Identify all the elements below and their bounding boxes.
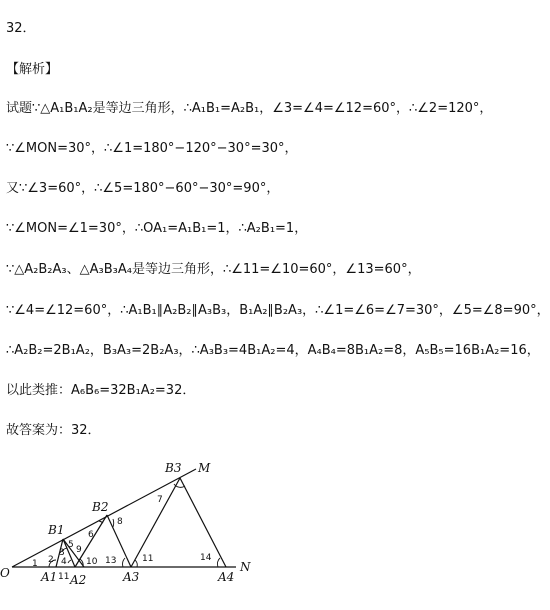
angle-label-6: 6: [88, 530, 94, 540]
angle-label-14: 14: [200, 553, 212, 563]
angle-label-2: 2: [48, 555, 54, 565]
angle-label-13: 13: [105, 556, 117, 566]
label-O: O: [0, 566, 10, 580]
label-B2: B2: [92, 500, 109, 514]
label-N: N: [240, 560, 251, 574]
label-B1: B1: [48, 523, 65, 537]
solution-line-9: 故答案为：32．: [6, 423, 101, 438]
angle-label-10: 10: [86, 557, 98, 567]
angle-label-4: 4: [61, 557, 67, 567]
solution-line-7: ∴A₂B₂=2B₁A₂，B₃A₃=2B₂A₃，∴A₃B₃=4B₁A₂=4，A₄B₄=8B₁A₂=8，A₅B₅=16B₁A₂=16，: [6, 343, 540, 358]
ray-OM: [12, 469, 196, 567]
angle-label-11b: 11: [142, 554, 154, 564]
angle-label-8: 8: [117, 517, 123, 527]
solution-line-2: ∵∠MON=30°，∴∠1=180°−120°−30°=30°，: [6, 141, 298, 156]
angle-label-9: 9: [76, 545, 82, 555]
angle-label-1: 1: [32, 559, 38, 569]
angle-label-11a: 11: [58, 572, 70, 582]
label-A4: A4: [218, 570, 235, 584]
label-A2: A2: [70, 573, 87, 587]
angle-label-5: 5: [68, 540, 74, 550]
segment-A3B3: [131, 478, 180, 567]
solution-line-6: ∵∠4=∠12=60°，∴A₁B₁∥A₂B₂∥A₃B₃，B₁A₂∥B₂A₃，∴∠1=∠6=∠7=30°，∠5=∠8=90°，: [6, 303, 550, 318]
label-A3: A3: [123, 570, 140, 584]
label-B3: B3: [165, 461, 182, 475]
solution-line-3: 又∵∠3=60°，∴∠5=180°−60°−30°=90°，: [6, 181, 280, 196]
answer-line: 32．: [6, 21, 36, 36]
solution-line-1: 试题∵△A₁B₁A₂是等边三角形，∴A₁B₁=A₂B₁，∠3=∠4=∠12=60°，∴∠2=120°，: [6, 101, 493, 116]
angle-label-7: 7: [157, 495, 163, 505]
angle-label-3: 3: [59, 548, 65, 558]
label-A1: A1: [41, 570, 58, 584]
solution-line-4: ∵∠MON=∠1=30°，∴OA₁=A₁B₁=1，∴A₂B₁=1，: [6, 221, 308, 236]
label-M: M: [198, 461, 211, 475]
analysis-heading: 【解析】: [6, 62, 59, 77]
solution-line-8: 以此类推：A₆B₆=32B₁A₂=32．: [6, 383, 196, 398]
solution-line-5: ∵△A₂B₂A₃、△A₃B₃A₄是等边三角形，∴∠11=∠10=60°，∠13=60°，: [6, 262, 421, 277]
